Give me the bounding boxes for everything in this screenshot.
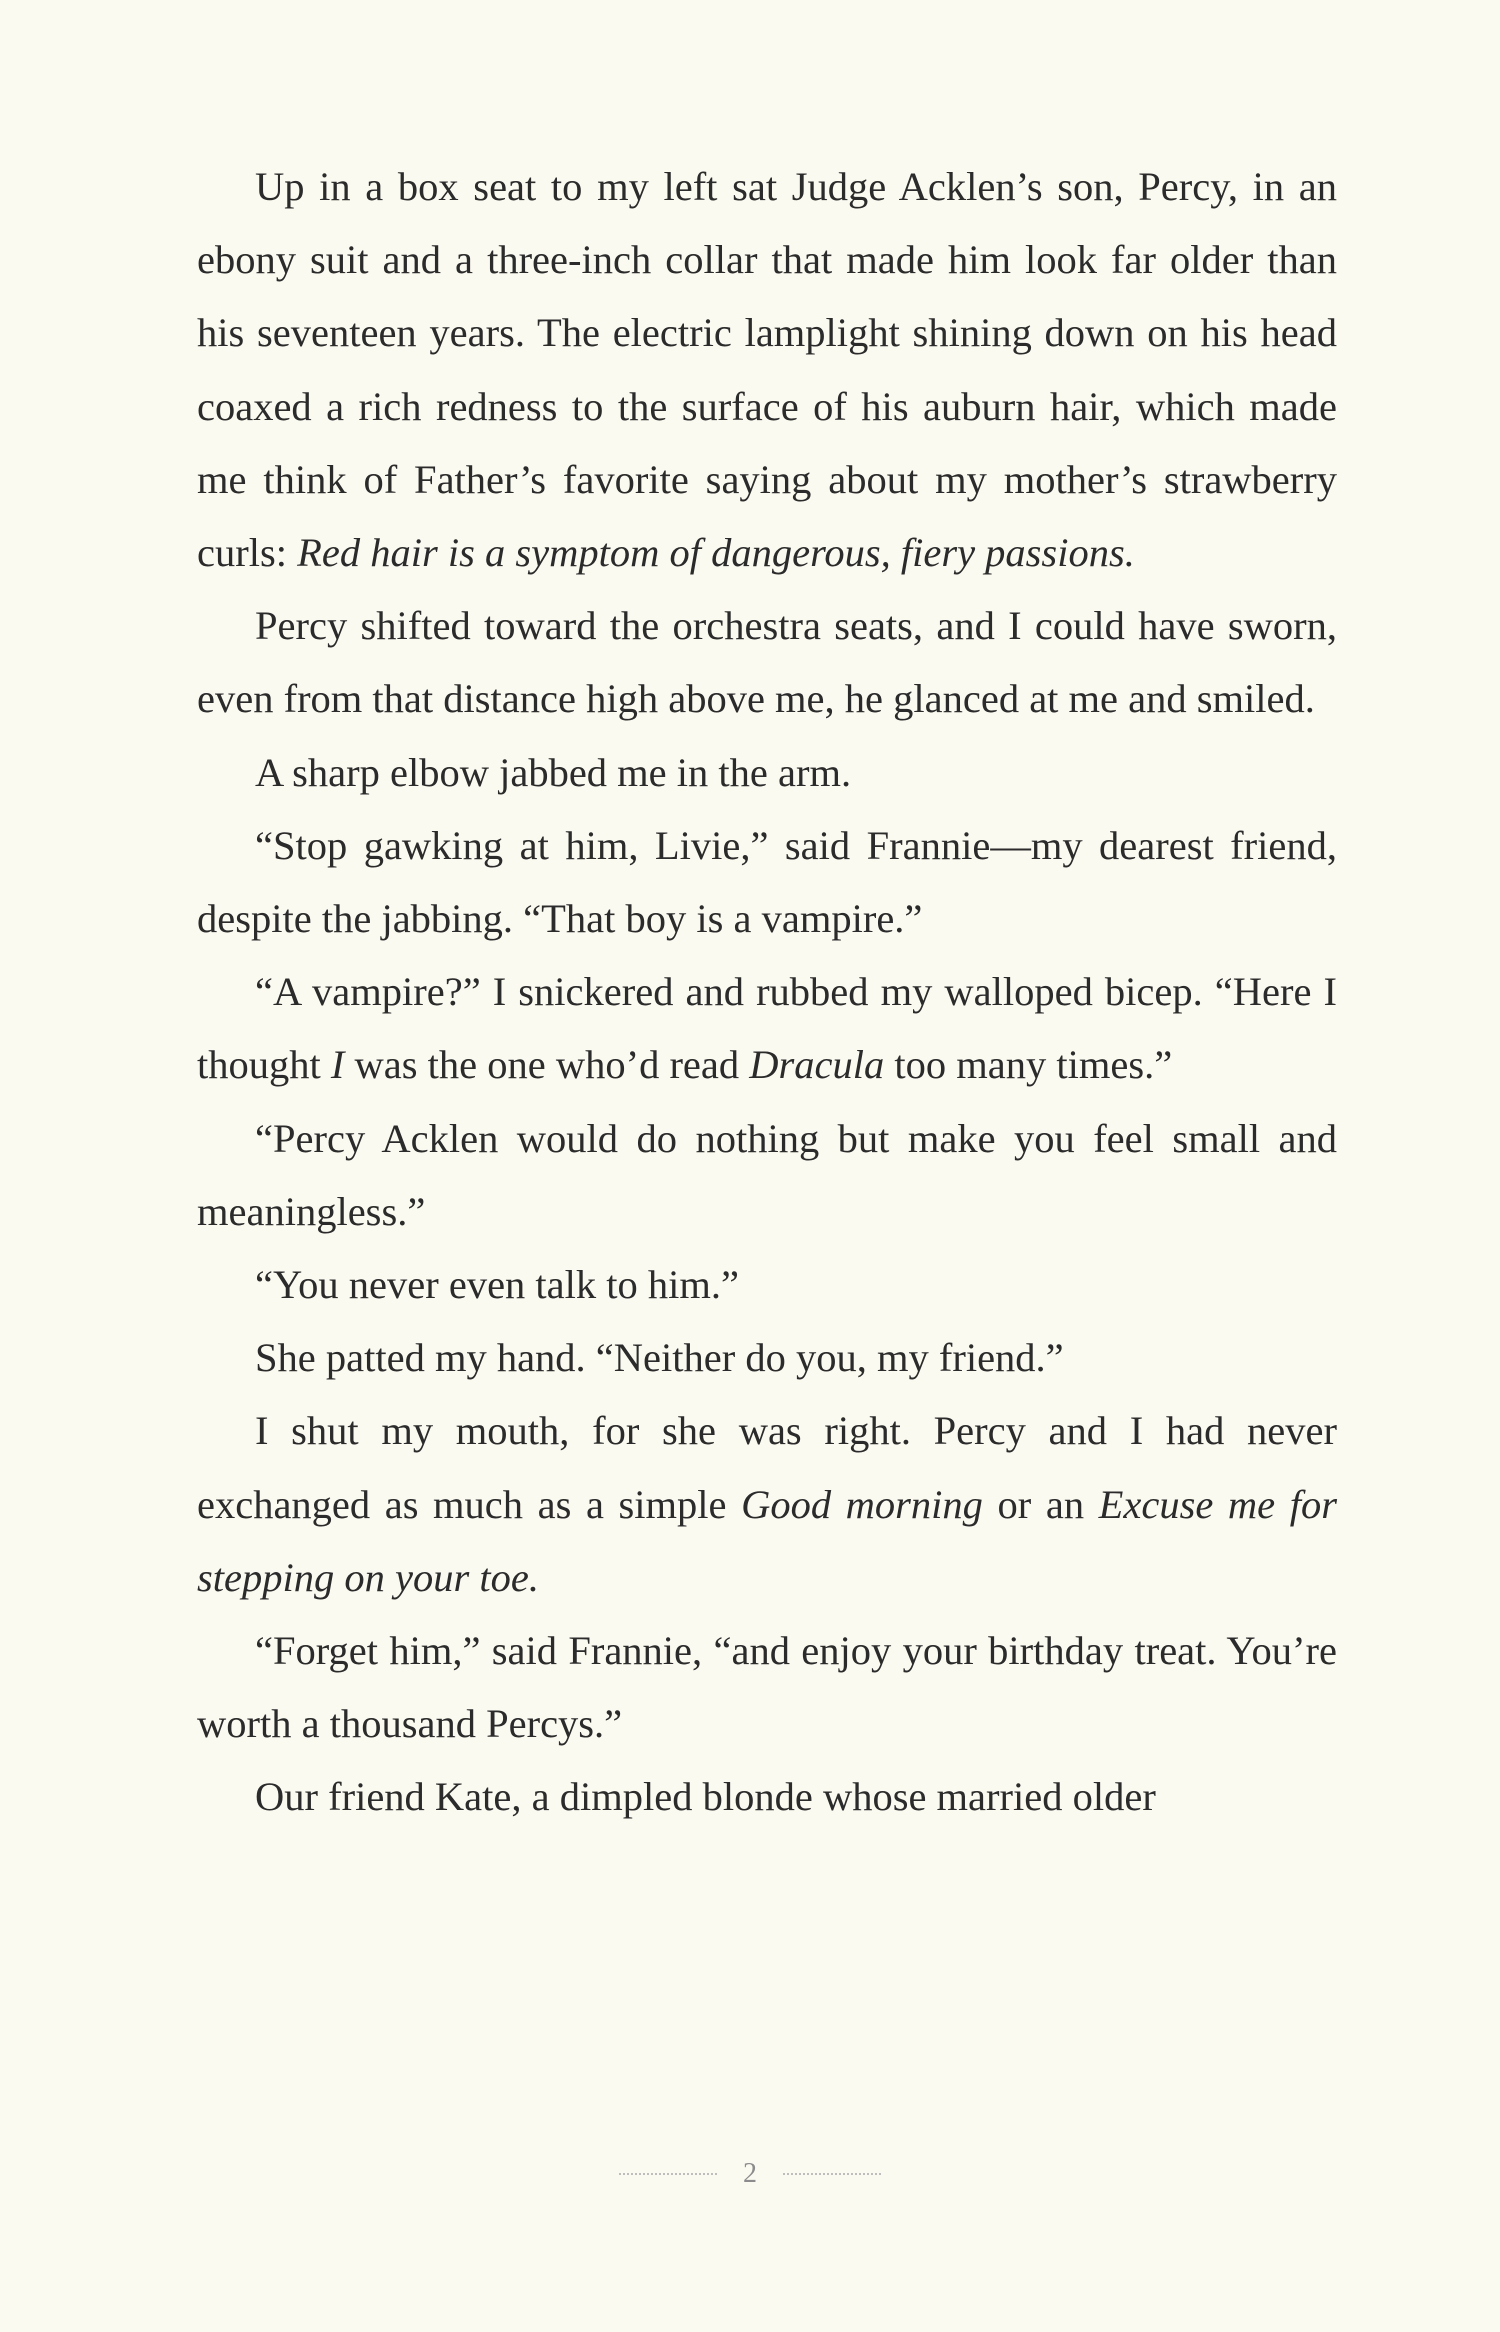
body-text xyxy=(197,150,1337,1834)
page-footer xyxy=(0,2158,1500,2190)
paragraph xyxy=(197,736,1337,809)
text-run: “Forget him,” said Frannie, “and enjoy your birthday treat. You’re worth a thousand Percys.” xyxy=(197,1628,1337,1747)
italic-text: Good morning xyxy=(741,1481,983,1527)
folio-rule-left xyxy=(619,2173,717,2175)
folio-rule-right xyxy=(783,2173,881,2175)
paragraph xyxy=(197,1102,1337,1248)
text-run: A sharp elbow jabbed me in the arm. xyxy=(255,749,852,795)
italic-text: I xyxy=(330,1042,345,1088)
paragraph xyxy=(197,1614,1337,1760)
italic-text: Excuse me for stepping on your toe. xyxy=(197,1481,1337,1600)
text-run: “Stop gawking at him, Livie,” said Frannie—my dearest friend, despite the jabbing. “That boy is a vampire.” xyxy=(197,822,1337,942)
paragraph xyxy=(197,955,1337,1101)
text-run: I shut my mouth, for she was right. Percy and I had never exchanged as much as a simple xyxy=(197,1408,1337,1527)
text-run: Percy shifted toward the orchestra seats, and I could have sworn, even from that distance high above me, he glanced at me and smiled. xyxy=(197,603,1337,722)
paragraph xyxy=(197,1248,1337,1321)
text-run: Our friend Kate, a dimpled blonde whose married older xyxy=(255,1774,1156,1820)
text-run: or an xyxy=(982,1481,1099,1527)
text-run: She patted my hand. “Neither do you, my friend.” xyxy=(255,1335,1064,1381)
italic-text: Dracula xyxy=(749,1042,885,1088)
text-run: “Percy Acklen would do nothing but make you feel small and meaningless.” xyxy=(197,1115,1337,1234)
paragraph xyxy=(197,1394,1337,1614)
text-run: was the one who’d read xyxy=(344,1042,750,1088)
italic-text: Red hair is a symptom of dangerous, fiery passions. xyxy=(297,530,1135,576)
text-run: too many times.” xyxy=(884,1042,1173,1088)
paragraph xyxy=(197,809,1337,955)
paragraph xyxy=(197,589,1337,735)
text-run: “You never even talk to him.” xyxy=(255,1262,740,1308)
text-run: Up in a box seat to my left sat Judge Acklen’s son, Percy, in an ebony suit and a three-inch collar that made him look far older than his seventeen years. The electric lamplight shining down on his head coaxed a rich redness to the surface of his auburn hair, which made me think of Father’s favorite saying about my mother’s strawberry curls: xyxy=(197,164,1337,576)
text-run: “A vampire?” I snickered and rubbed my walloped bicep. “Here I thought xyxy=(197,969,1337,1088)
paragraph xyxy=(197,1321,1337,1394)
paragraph xyxy=(197,1760,1337,1833)
page-number: 2 xyxy=(743,2158,757,2189)
paragraph xyxy=(197,150,1337,589)
